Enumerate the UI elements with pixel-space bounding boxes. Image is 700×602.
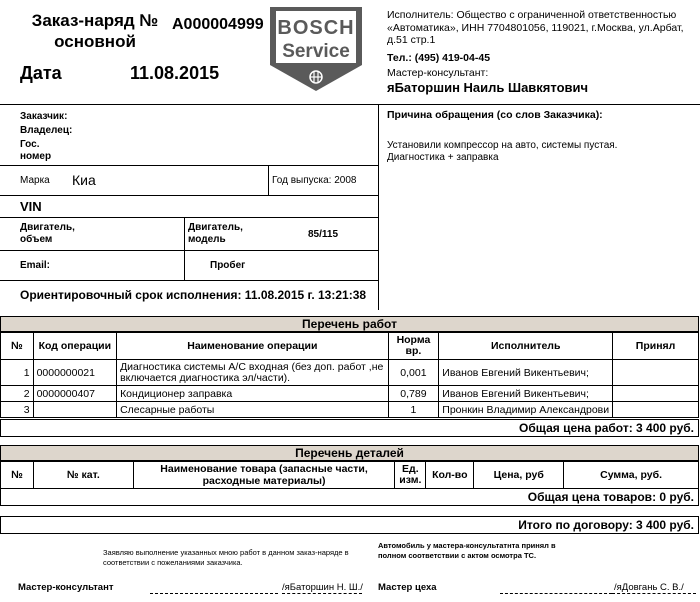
divider — [268, 165, 269, 195]
col-header-unit: Ед. изм. — [395, 461, 426, 489]
parts-table — [0, 460, 699, 489]
table-row: 2 0000000407 Кондиционер заправка 0,789 Иванов Евгений Викентьевич; — [1, 386, 699, 402]
col-header-name: Наименование операции — [117, 332, 389, 360]
parts-section-title: Перечень деталей — [0, 445, 699, 462]
divider — [0, 104, 700, 105]
document-title — [20, 10, 170, 52]
col-header-product: Наименование товара (запасные части, расходные материалы) — [133, 461, 395, 489]
title-line-1: Заказ-наряд № — [31, 11, 159, 30]
divider — [378, 104, 379, 310]
signature-line — [500, 593, 612, 594]
engine-volume-label: Двигатель, объем — [20, 222, 75, 245]
divider — [0, 250, 378, 251]
sign-right-name: /яДовгань С. В./ — [614, 582, 684, 593]
reason-line-2: Диагностика + заправка — [387, 152, 499, 163]
col-header-qty: Кол-во — [426, 461, 474, 489]
reason-line-1: Установили компрессор на авто, системы пустая. — [387, 140, 618, 151]
statement-right: Автомобиль у мастера-консультатнта принял в полном соответствии с актом осмотра ТС. — [378, 541, 556, 560]
logo-service-text: Service — [282, 41, 350, 62]
col-header-executor: Исполнитель — [439, 332, 613, 360]
col-header-sum: Сумма, руб. — [564, 461, 699, 489]
col-header-num: № — [1, 461, 34, 489]
parts-total: Общая цена товаров: 0 руб. — [0, 488, 699, 506]
brand-value: Киа — [72, 172, 96, 188]
logo-bosch-text: BOSCH — [277, 17, 355, 39]
grand-total: Итого по договору: 3 400 руб. — [0, 516, 699, 534]
order-number: A000004999 — [172, 16, 264, 33]
bosch-service-logo — [268, 5, 364, 93]
divider — [0, 280, 378, 281]
divider — [0, 195, 378, 196]
works-table — [0, 331, 699, 418]
signature-line — [282, 593, 362, 594]
col-header-accepted: Принял — [613, 332, 699, 360]
col-header-catalog: № кат. — [33, 461, 133, 489]
reason-title: Причина обращения (со слов Заказчика): — [387, 109, 603, 121]
engine-model-value: 85/115 — [308, 229, 339, 240]
works-section-title: Перечень работ — [0, 316, 699, 333]
col-header-price: Цена, руб — [474, 461, 564, 489]
brand-label: Марка — [20, 175, 50, 186]
date-label: Дата — [20, 63, 62, 83]
mileage-label: Пробег — [210, 260, 246, 271]
consultant-name: яБатоpшин Наиль Шавкятович — [387, 80, 589, 95]
col-header-norm: Норма вр. — [388, 332, 439, 360]
email-label: Email: — [20, 260, 51, 271]
owner-label: Владелец: — [20, 125, 73, 136]
signature-line — [150, 593, 278, 594]
date-value: 11.08.2015 — [130, 63, 220, 83]
divider — [0, 165, 378, 166]
table-row: 3 Слесарные работы 1 Пронкин Владимир Александрови — [1, 402, 699, 418]
contractor-text: Исполнитель: Общество с ограниченной ответственностью «Автоматика», ИНН 7704801056, 119021, г.Москва, ул.Арбат, д.51 стр.1 — [387, 9, 684, 46]
signature-line — [612, 593, 696, 594]
engine-model-label: Двигатель, модель — [188, 222, 243, 245]
deadline-text: Ориентировочный срок исполнения: 11.08.2015 г. 13:21:38 — [20, 288, 367, 302]
divider — [184, 217, 185, 280]
statement-left: Заявляю выполнение указанных мною работ в данном заказ-наряде в соответствии с пожеланиями заказчика. — [103, 548, 349, 567]
works-total: Общая цена работ: 3 400 руб. — [0, 419, 699, 437]
divider — [0, 217, 378, 218]
vin-label: VIN — [20, 199, 42, 214]
table-row: 1 0000000021 Диагностика системы A/C входная (без доп. работ ,не включается диагностика эл/части). 0,001 Иванов Евгений Викентьевич; — [1, 360, 699, 386]
sign-right-label: Мастер цеха — [378, 582, 437, 593]
col-header-code: Код операции — [33, 332, 116, 360]
plate-label: Гос. номер — [20, 139, 52, 162]
year-label: Год выпуска: 2008 — [272, 175, 357, 186]
title-line-2: основной — [54, 32, 136, 51]
contractor-phone: Тел.: (495) 419-04-45 — [387, 52, 491, 64]
col-header-num: № — [1, 332, 34, 360]
sign-left-label: Мастер-консультант — [18, 582, 114, 593]
customer-label: Заказчик: — [20, 111, 68, 122]
sign-left-name: /яБатоpшин Н. Ш./ — [282, 582, 363, 593]
consultant-label: Мастер-консультант: — [387, 67, 489, 79]
